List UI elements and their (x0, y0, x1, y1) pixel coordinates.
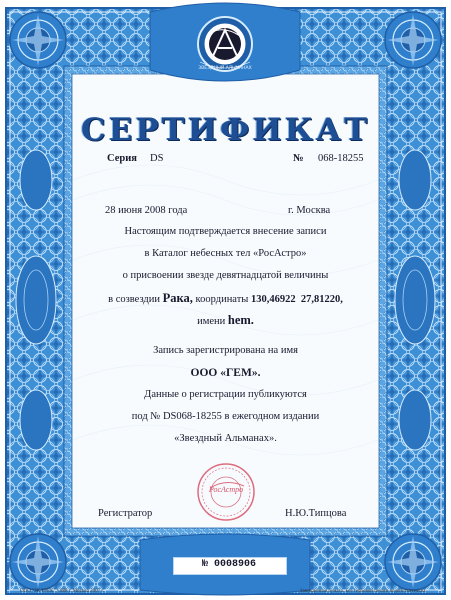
number-value: 068-18255 (318, 153, 364, 164)
body-line-3: о присвоении звезде девятнадцатой величины (122, 270, 329, 281)
series-label: Серия (107, 153, 137, 164)
registration-number: под № DS068-18255 (131, 411, 222, 422)
coords-label: координаты (195, 294, 249, 305)
registrar-label: Регистратор (98, 508, 153, 519)
certificate-title: СЕРТИФИКАТ (80, 112, 371, 148)
emblem-caption: ЗВЁЗДНЫЙ АЛЬМАНАХ (198, 66, 252, 71)
seal-text: РосАстро (208, 485, 244, 494)
star-coordinates: 130,46922 27,81220, (250, 294, 343, 305)
corner-rosette-top-left (10, 12, 66, 68)
form-number: № 0008906 (201, 559, 256, 570)
star-name-prefix: имени (197, 316, 226, 327)
publication-note: в ежегодном издании (224, 411, 320, 422)
number-label: № (293, 153, 304, 164)
series-value: DS (150, 153, 164, 164)
owner-name: ООО «ГЕМ». (190, 367, 261, 379)
footer-printer: ООО "ЗК ТРЕК" у.888 г. Москва 2007 г. (20, 589, 105, 594)
body-line-5 (0, 313, 451, 328)
constellation-prefix: в созвездии (108, 294, 161, 305)
issue-city: г. Москва (288, 205, 331, 216)
body-line-2: в Каталог небесных тел «РосАстро» (144, 248, 307, 259)
registrar-name: Н.Ю.Типцова (285, 508, 347, 519)
issue-date: 28 июня 2008 года (105, 205, 188, 216)
body-line-4 (0, 291, 451, 306)
star-name: hem. (227, 313, 254, 327)
body-line-1: Настоящим подтверждается внесение записи (124, 226, 327, 237)
body-line-6: Запись зарегистрирована на имя (153, 345, 298, 356)
constellation-name: Рака, (162, 291, 193, 305)
body-line-8 (0, 411, 451, 422)
body-line-7: Данные о регистрации публикуются (144, 389, 307, 400)
footer-note: Защищённая бумага. Без гербовой печати недействительна (300, 589, 426, 594)
body-line-9: «Звездный Альманах». (174, 433, 277, 444)
